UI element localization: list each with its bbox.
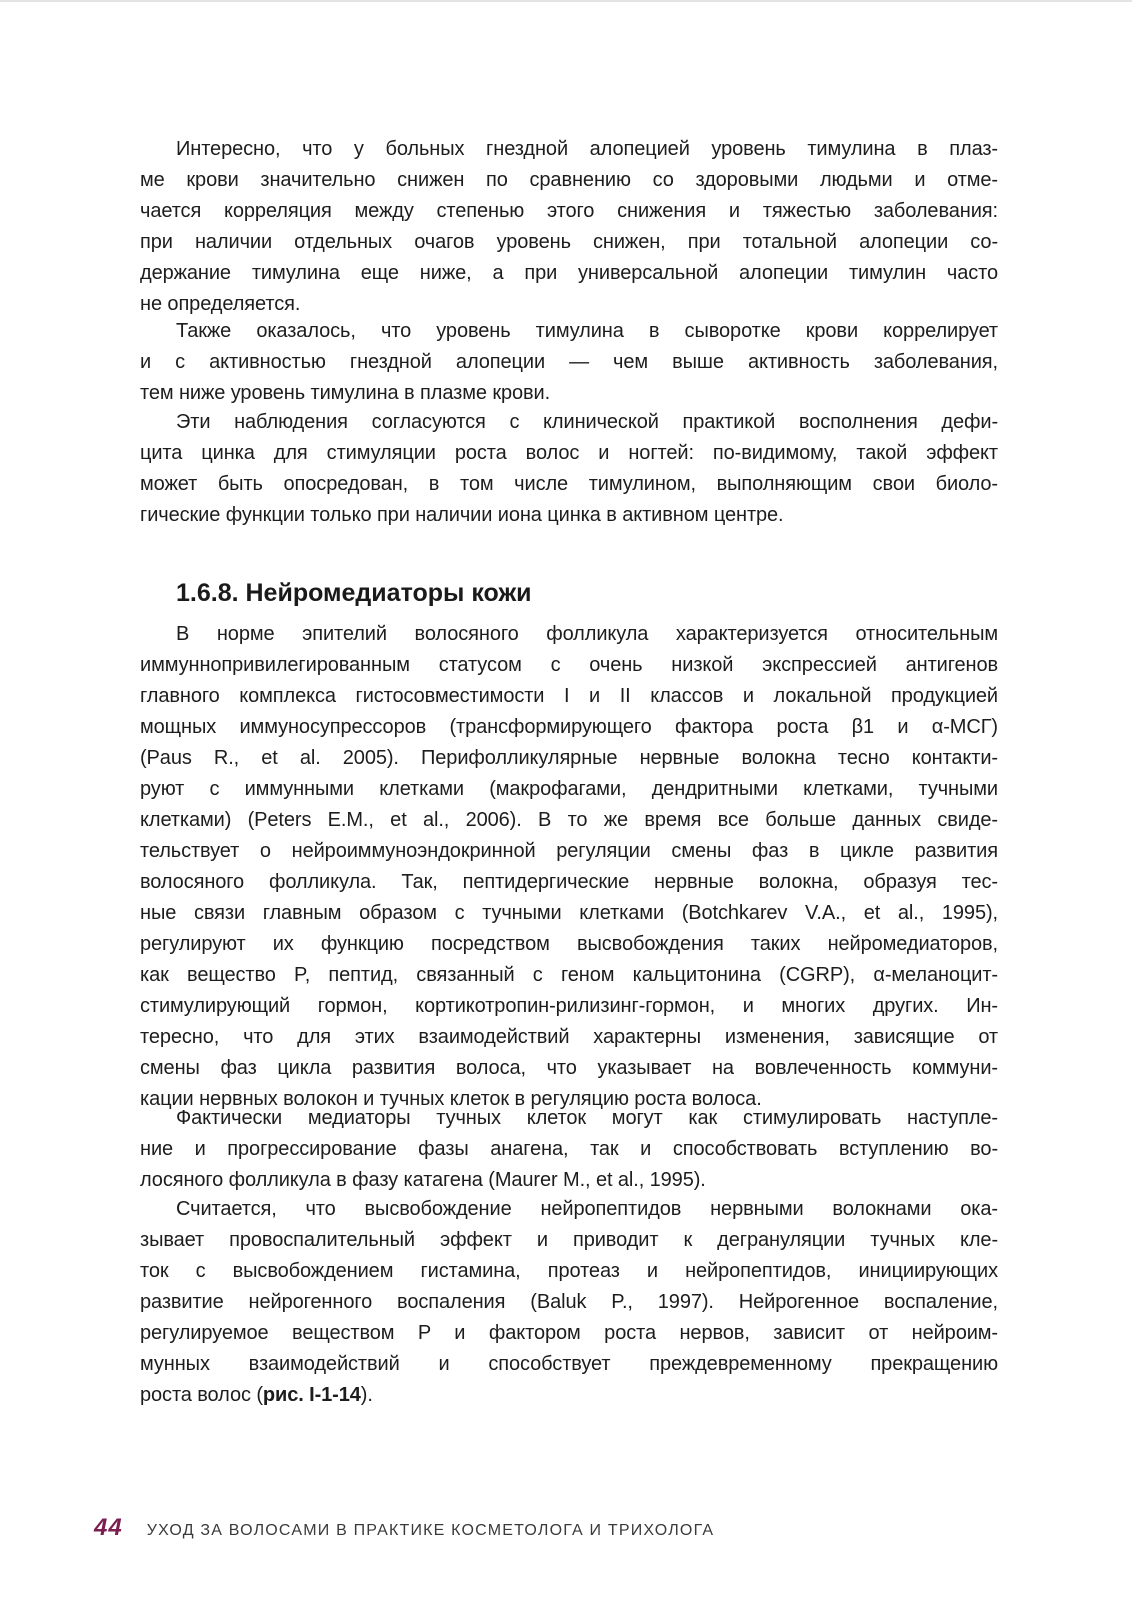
text-line: может быть опосредован, в том числе тимулином, выполняющим свои биоло- <box>140 473 998 495</box>
paragraph <box>140 1103 998 1196</box>
text-line: ные связи главным образом с тучными клетками (Botchkarev V.A., et al., 1995), <box>140 902 998 924</box>
text-fragment: роста волос ( <box>140 1384 263 1406</box>
text-line: иммуннопривилегированным статусом с очень низкой экспрессией антигенов <box>140 654 998 676</box>
text-line: стимулирующий гормон, кортикотропин-рилизинг-гормон, и многих других. Ин- <box>140 995 998 1017</box>
text-line: ток с высвобождением гистамина, протеаз и нейропептидов, инициирующих <box>140 1260 998 1282</box>
figure-reference[interactable]: рис. I-1-14 <box>262 1384 361 1406</box>
text-line: кации нервных волокон и тучных клеток в регуляцию роста волоса. <box>140 1088 762 1110</box>
text-line: руют с иммунными клетками (макрофагами, дендритными клетками, тучными <box>140 778 998 800</box>
text-line: при наличии отдельных очагов уровень снижен, при тотальной алопеции со- <box>140 231 998 253</box>
paragraph <box>140 619 998 1115</box>
text-line: тельствует о нейроиммуноэндокринной регуляции смены фаз в цикле развития <box>140 840 998 862</box>
text-line: тересно, что для этих взаимодействий характерны изменения, зависящие от <box>140 1026 998 1048</box>
text-line: регулируемое веществом P и фактором роста нервов, зависит от нейроим- <box>140 1322 998 1344</box>
text-line: ние и прогрессирование фазы анагена, так и способствовать вступлению во- <box>140 1138 998 1160</box>
text-line: мунных взаимодействий и способствует преждевременному прекращению <box>140 1353 998 1375</box>
paragraph <box>140 1194 998 1411</box>
text-line-final <box>140 1380 998 1411</box>
text-line: В норме эпителий волосяного фолликула характеризуется относительным <box>176 623 998 645</box>
text-line: тем ниже уровень тимулина в плазме крови. <box>140 382 551 404</box>
text-line: Также оказалось, что уровень тимулина в сыворотке крови коррелирует <box>176 320 998 342</box>
text-line: Эти наблюдения согласуются с клинической практикой восполнения дефи- <box>176 411 998 433</box>
text-line: (Paus R., et al. 2005). Перифолликулярные нервные волокна тесно контакти- <box>140 747 998 769</box>
text-line: развитие нейрогенного воспаления (Baluk P., 1997). Нейрогенное воспаление, <box>140 1291 998 1313</box>
paragraph <box>140 134 998 320</box>
text-line: зывает провоспалительный эффект и приводит к дегрануляции тучных кле- <box>140 1229 998 1251</box>
text-line: смены фаз цикла развития волоса, что указывает на вовлеченность коммуни- <box>140 1057 998 1079</box>
page-number: 44 <box>94 1514 123 1541</box>
text-line: Интересно, что у больных гнездной алопецией уровень тимулина в плаз- <box>176 138 998 160</box>
paragraph <box>140 407 998 531</box>
paragraph <box>140 316 998 409</box>
text-line: как вещество P, пептид, связанный с геном кальцитонина (CGRP), α-меланоцит- <box>140 964 998 986</box>
text-line: мощных иммуносупрессоров (трансформирующего фактора роста β1 и α-МСГ) <box>140 716 998 738</box>
text-line: не определяется. <box>140 293 301 315</box>
page-footer <box>94 1514 714 1544</box>
text-line: Считается, что высвобождение нейропептидов нервными волокнами ока- <box>176 1198 998 1220</box>
text-line: держание тимулина еще ниже, а при универсальной алопеции тимулин часто <box>140 262 998 284</box>
text-line: ме крови значительно снижен по сравнению со здоровыми людьми и отме- <box>140 169 998 191</box>
text-line: гические функции только при наличии иона цинка в активном центре. <box>140 504 784 526</box>
running-title: УХОД ЗА ВОЛОСАМИ В ПРАКТИКЕ КОСМЕТОЛОГА И ТРИХОЛОГА <box>146 1522 715 1539</box>
text-line: регулируют их функцию посредством высвобождения таких нейромедиаторов, <box>140 933 998 955</box>
text-line: главного комплекса гистосовместимости I и II классов и локальной продукцией <box>140 685 998 707</box>
text-line: лосяного фолликула в фазу катагена (Maurer M., et al., 1995). <box>140 1169 706 1191</box>
text-line: Фактически медиаторы тучных клеток могут как стимулировать наступле- <box>176 1107 998 1129</box>
section-heading: 1.6.8. Нейромедиаторы кожи <box>176 579 532 607</box>
text-line: клетками) (Peters E.M., et al., 2006). В то же время все больше данных свиде- <box>140 809 998 831</box>
text-fragment: ). <box>360 1384 373 1406</box>
text-line: чается корреляция между степенью этого снижения и тяжестью заболевания: <box>140 200 998 222</box>
text-line: и с активностью гнездной алопеции — чем выше активность заболевания, <box>140 351 998 373</box>
text-line: волосяного фолликула. Так, пептидергические нервные волокна, образуя тес- <box>140 871 998 893</box>
text-line: цита цинка для стимуляции роста волос и ногтей: по-видимому, такой эффект <box>140 442 998 464</box>
